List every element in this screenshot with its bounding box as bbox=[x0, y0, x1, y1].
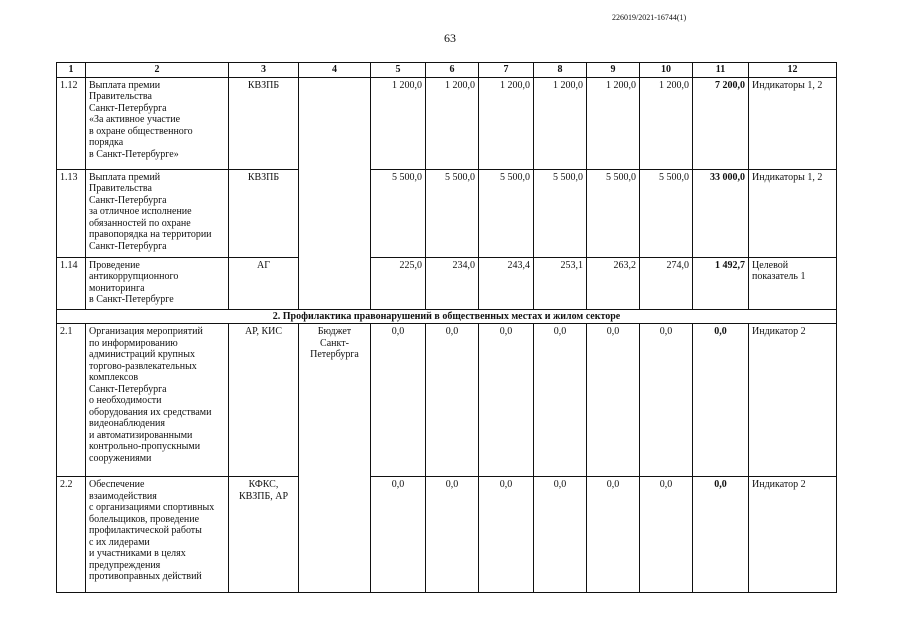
program-table bbox=[56, 62, 837, 593]
amount: 0,0 bbox=[426, 324, 479, 477]
amount: 243,4 bbox=[479, 257, 534, 309]
total-amount: 0,0 bbox=[693, 324, 749, 477]
activity-name: Организация мероприятий по информированию администраций крупных торгово-развлекательных комплексов Санкт-Петербурга о необходимости оборудования их средствами видеонаблюдения и автоматизированными контрольно-пропускными сооружениями bbox=[86, 324, 229, 477]
executor: КФКС, КВЗПБ, АР bbox=[229, 477, 299, 593]
header-cell: 10 bbox=[640, 63, 693, 78]
table-row bbox=[57, 477, 837, 593]
funding-source bbox=[299, 77, 371, 309]
row-number: 1.12 bbox=[57, 77, 86, 169]
table-row bbox=[57, 257, 837, 309]
amount: 0,0 bbox=[587, 477, 640, 593]
activity-name: Проведение антикоррупционного мониторинга в Санкт-Петербурге bbox=[86, 257, 229, 309]
row-number: 2.2 bbox=[57, 477, 86, 593]
indicator: Индикатор 2 bbox=[749, 477, 837, 593]
document-id: 226019/2021-16744(1) bbox=[612, 13, 687, 22]
amount: 1 200,0 bbox=[534, 77, 587, 169]
funding-source: Бюджет Санкт- Петербурга bbox=[299, 324, 371, 593]
amount: 5 500,0 bbox=[426, 169, 479, 257]
amount: 0,0 bbox=[371, 324, 426, 477]
column-number-header bbox=[57, 63, 837, 78]
amount: 0,0 bbox=[479, 324, 534, 477]
header-cell: 12 bbox=[749, 63, 837, 78]
amount: 1 200,0 bbox=[426, 77, 479, 169]
table-row bbox=[57, 324, 837, 477]
header-cell: 5 bbox=[371, 63, 426, 78]
page-number: 63 bbox=[444, 31, 456, 45]
indicator: Индикаторы 1, 2 bbox=[749, 169, 837, 257]
row-number: 1.13 bbox=[57, 169, 86, 257]
total-amount: 33 000,0 bbox=[693, 169, 749, 257]
header-cell: 2 bbox=[86, 63, 229, 78]
executor: АГ bbox=[229, 257, 299, 309]
amount: 0,0 bbox=[479, 477, 534, 593]
amount: 5 500,0 bbox=[534, 169, 587, 257]
header-cell: 11 bbox=[693, 63, 749, 78]
activity-name: Выплата премий Правительства Санкт-Петербурга за отличное исполнение обязанностей по охране правопорядка на территории Санкт-Петербурга bbox=[86, 169, 229, 257]
amount: 0,0 bbox=[371, 477, 426, 593]
row-number: 1.14 bbox=[57, 257, 86, 309]
header-cell: 7 bbox=[479, 63, 534, 78]
amount: 234,0 bbox=[426, 257, 479, 309]
table-row bbox=[57, 169, 837, 257]
header-cell: 6 bbox=[426, 63, 479, 78]
total-amount: 1 492,7 bbox=[693, 257, 749, 309]
amount: 253,1 bbox=[534, 257, 587, 309]
executor: КВЗПБ bbox=[229, 77, 299, 169]
amount: 225,0 bbox=[371, 257, 426, 309]
header-cell: 4 bbox=[299, 63, 371, 78]
amount: 5 500,0 bbox=[640, 169, 693, 257]
row-number: 2.1 bbox=[57, 324, 86, 477]
amount: 0,0 bbox=[534, 324, 587, 477]
amount: 1 200,0 bbox=[479, 77, 534, 169]
indicator: Индикатор 2 bbox=[749, 324, 837, 477]
amount: 5 500,0 bbox=[587, 169, 640, 257]
activity-name: Обеспечение взаимодействия с организациями спортивных болельщиков, проведение профилактической работы с их лидерами и участниками в целях предупреждения противоправных действий bbox=[86, 477, 229, 593]
amount: 5 500,0 bbox=[479, 169, 534, 257]
amount: 1 200,0 bbox=[371, 77, 426, 169]
amount: 0,0 bbox=[640, 477, 693, 593]
section-title: 2. Профилактика правонарушений в общественных местах и жилом секторе bbox=[57, 309, 837, 324]
executor: КВЗПБ bbox=[229, 169, 299, 257]
total-amount: 0,0 bbox=[693, 477, 749, 593]
amount: 0,0 bbox=[426, 477, 479, 593]
amount: 263,2 bbox=[587, 257, 640, 309]
executor: АР, КИС bbox=[229, 324, 299, 477]
header-cell: 9 bbox=[587, 63, 640, 78]
amount: 0,0 bbox=[534, 477, 587, 593]
amount: 5 500,0 bbox=[371, 169, 426, 257]
table-row bbox=[57, 77, 837, 169]
amount: 0,0 bbox=[640, 324, 693, 477]
amount: 1 200,0 bbox=[640, 77, 693, 169]
header-cell: 3 bbox=[229, 63, 299, 78]
activity-name: Выплата премии Правительства Санкт-Петербурга «За активное участие в охране общественного порядка в Санкт-Петербурге» bbox=[86, 77, 229, 169]
header-cell: 8 bbox=[534, 63, 587, 78]
indicator: Индикаторы 1, 2 bbox=[749, 77, 837, 169]
section-header-row bbox=[57, 309, 837, 324]
header-cell: 1 bbox=[57, 63, 86, 78]
amount: 1 200,0 bbox=[587, 77, 640, 169]
total-amount: 7 200,0 bbox=[693, 77, 749, 169]
amount: 0,0 bbox=[587, 324, 640, 477]
amount: 274,0 bbox=[640, 257, 693, 309]
indicator: Целевой показатель 1 bbox=[749, 257, 837, 309]
